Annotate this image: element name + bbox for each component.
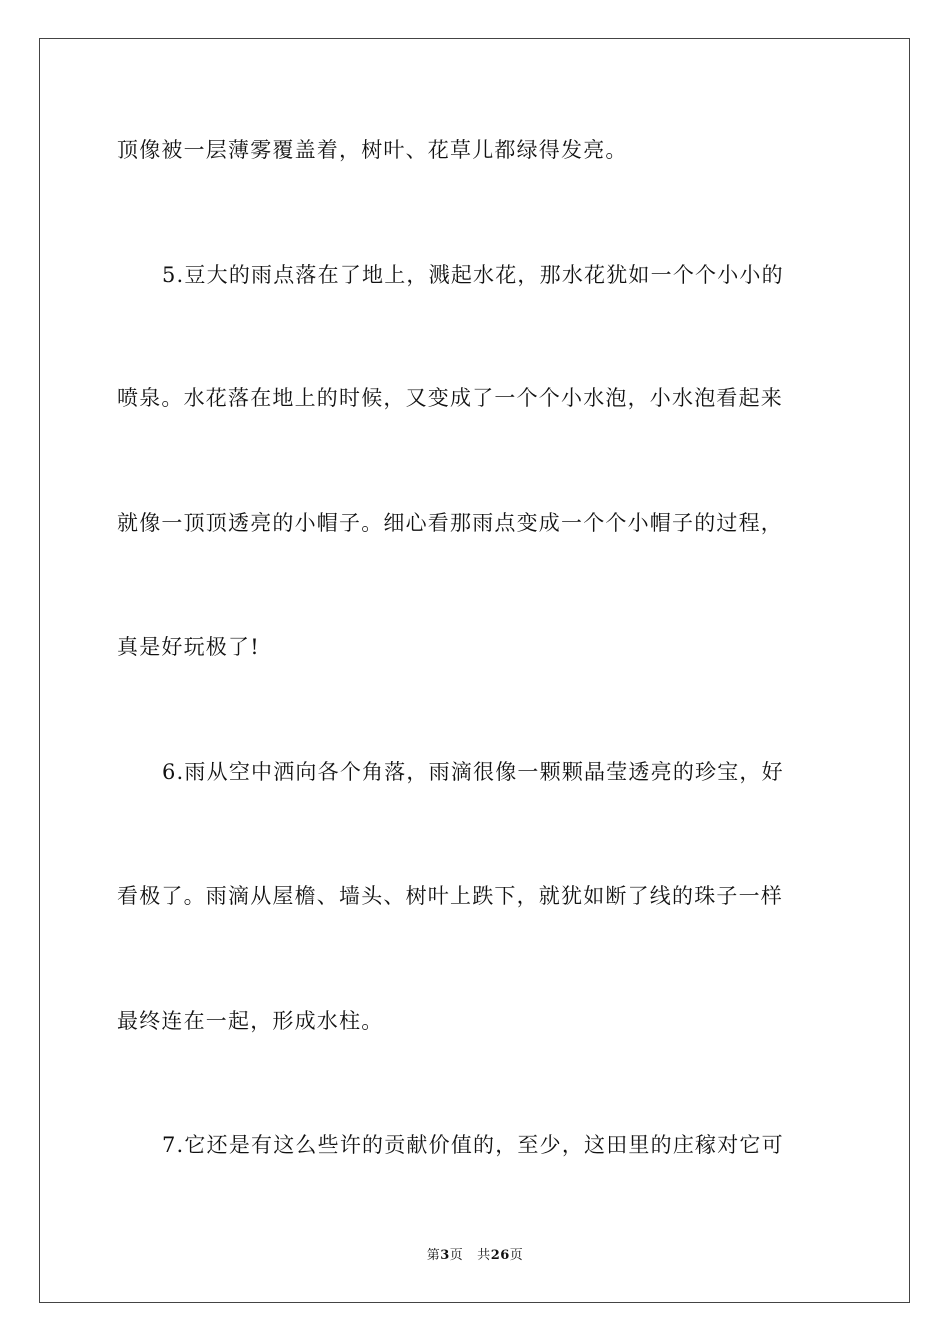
page-border [39, 38, 910, 1303]
text-line-5: 真是好玩极了! [117, 635, 260, 659]
page-prefix: 第 [426, 1248, 441, 1263]
page-suffix: 页 [449, 1248, 464, 1263]
text-line-1: 顶像被一层薄雾覆盖着，树叶、花草儿都绿得发亮。 [117, 138, 628, 162]
total-suffix: 页 [509, 1248, 524, 1263]
text-line-3: 喷泉。水花落在地上的时候，又变成了一个个小水泡，小水泡看起来 [117, 386, 783, 410]
total-pages: 26 [490, 1248, 510, 1263]
text-line-6: 6.雨从空中洒向各个角落，雨滴很像一颗颗晶莹透亮的珍宝，好 [162, 760, 784, 784]
text-line-8: 最终连在一起，形成水柱。 [117, 1009, 384, 1033]
page-footer [0, 1247, 950, 1265]
total-prefix: 共 [477, 1248, 491, 1263]
text-line-4: 就像一顶顶透亮的小帽子。细心看那雨点变成一个个小帽子的过程， [117, 511, 783, 535]
page-number: 3 [440, 1248, 450, 1263]
text-line-2: 5.豆大的雨点落在了地上，溅起水花，那水花犹如一个个小小的 [162, 263, 784, 287]
text-line-7: 看极了。雨滴从屋檐、墙头、树叶上跌下，就犹如断了线的珠子一样 [117, 884, 783, 908]
text-line-9: 7.它还是有这么些许的贡献价值的，至少，这田里的庄稼对它可 [162, 1133, 784, 1157]
